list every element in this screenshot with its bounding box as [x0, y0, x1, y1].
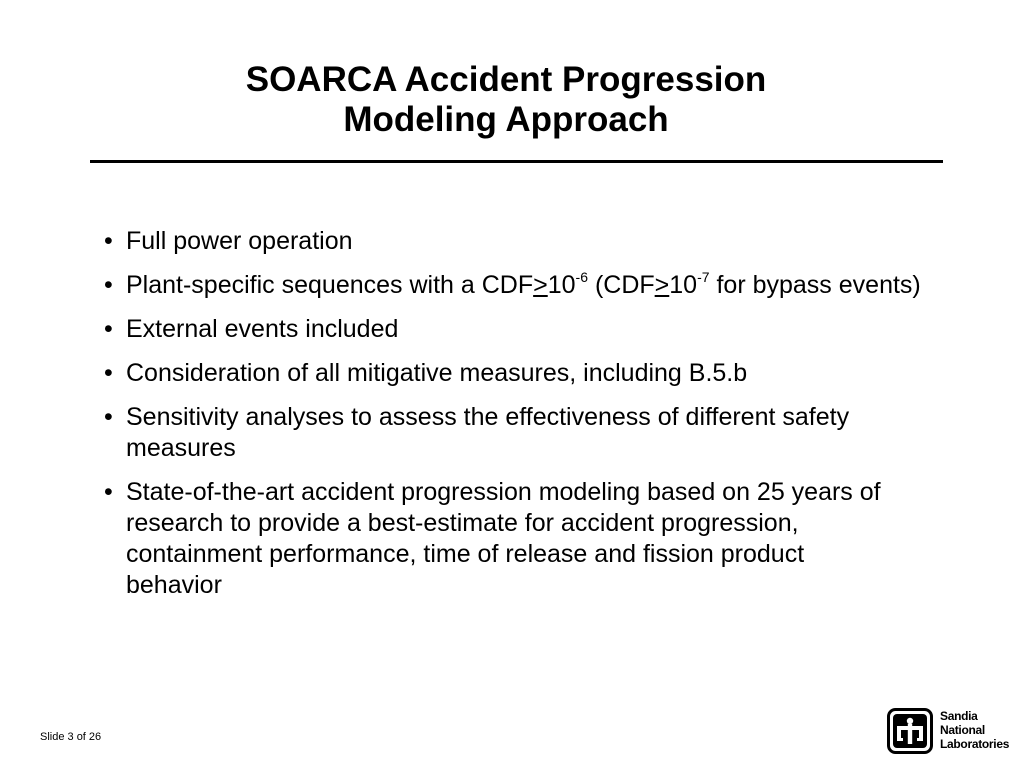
bullet-text: State-of-the-art accident progression modeling based on 25 years of research to provide a best-estimate for accident progression, containment performance, time of release and fission product behavior: [126, 478, 881, 599]
bullet-item: [100, 402, 950, 464]
bullet-text: [126, 268, 921, 299]
bullet-text: Consideration of all mitigative measures, including B.5.b: [126, 359, 748, 387]
exponent: -6: [575, 268, 588, 285]
bullet-item: [100, 358, 950, 389]
bullet-marker: •: [104, 271, 113, 299]
title-line-2: Modeling Approach: [343, 100, 669, 139]
title-divider: [90, 160, 943, 163]
bullet-marker: •: [104, 478, 113, 506]
bullet-text-part: 10: [547, 271, 576, 299]
bullet-item: [100, 270, 950, 301]
bullet-text-part: 10: [669, 271, 698, 299]
greater-equal-symbol: >: [533, 271, 548, 299]
bullet-marker: •: [104, 403, 113, 431]
bullet-text-part: Plant-specific sequences with a CDF: [126, 271, 534, 299]
bullet-marker: •: [104, 315, 113, 343]
slide-number: Slide 3 of 26: [40, 731, 102, 743]
bullet-text: Sensitivity analyses to assess the effectiveness of different safety measures: [126, 403, 850, 462]
slide-title: [90, 60, 922, 140]
sandia-logo: [887, 706, 1017, 758]
bullet-text: Full power operation: [126, 227, 353, 255]
sandia-logo-text: [940, 709, 1009, 751]
logo-line: National: [940, 723, 985, 737]
bullet-text: External events included: [126, 315, 399, 343]
logo-line: Laboratories: [940, 737, 1010, 751]
bullet-item: [100, 314, 950, 345]
logo-line: Sandia: [940, 709, 978, 723]
sandia-thunderbird-icon: [887, 708, 933, 754]
bullet-item: [100, 477, 950, 601]
exponent: -7: [697, 268, 710, 285]
bullet-list: [100, 226, 950, 614]
title-line-1: SOARCA Accident Progression: [245, 60, 767, 99]
bullet-item: [100, 226, 950, 257]
bullet-marker: •: [104, 227, 113, 255]
greater-equal-symbol: >: [654, 271, 670, 299]
bullet-text-part: for bypass events): [709, 271, 921, 299]
bullet-text-part: (CDF: [588, 271, 655, 299]
bullet-marker: •: [104, 359, 113, 387]
